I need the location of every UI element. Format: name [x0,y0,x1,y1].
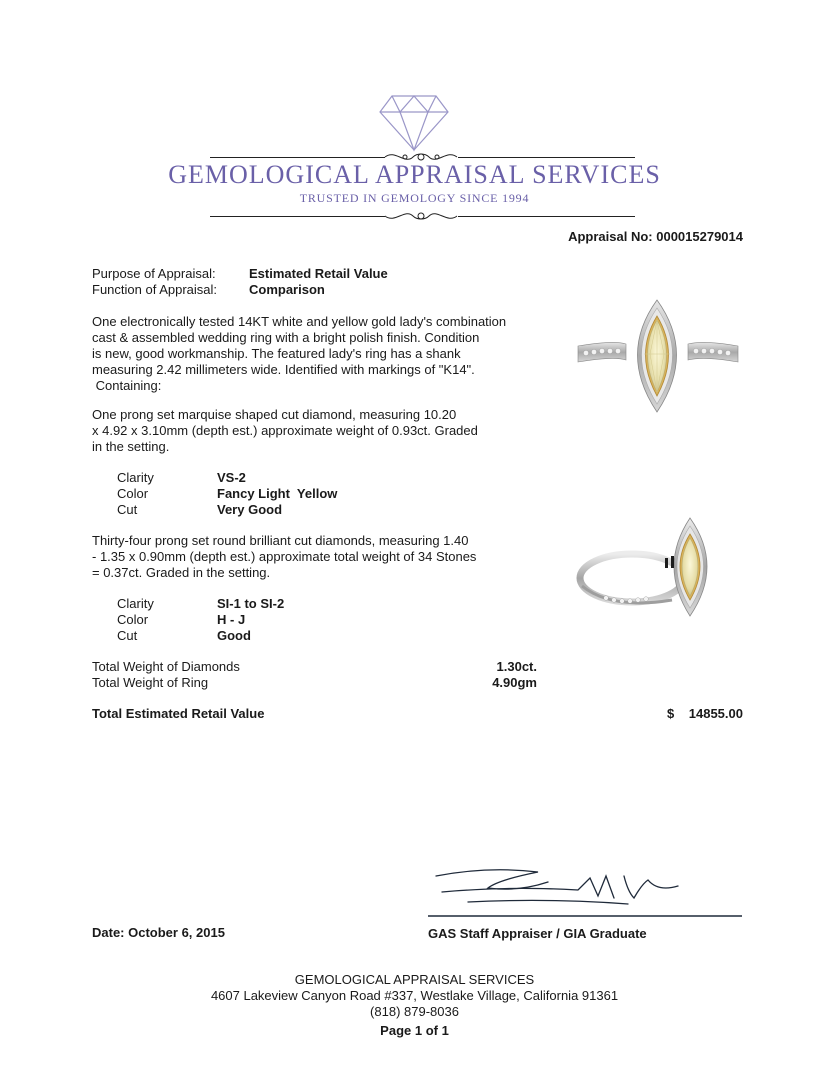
total-retail-value: 14855.00 [688,706,743,721]
function-value: Comparison [249,282,325,297]
company-brand: GEMOLOGICAL APPRAISAL SERVICES [168,160,661,189]
center-stone-line: in the setting. [92,439,170,454]
total-diamonds-value: 1.30ct. [496,659,537,674]
center-cut-value: Very Good [217,502,283,517]
item-description [92,314,542,394]
function-label: Function of Appraisal: [92,282,218,297]
purpose-value: Estimated Retail Value [249,266,388,281]
header-rule-bottom [210,216,385,217]
side-clarity-label: Clarity [117,596,154,611]
date-field: Date: October 6, 2015 [92,925,225,940]
signer-title: GAS Staff Appraiser / GIA Graduate [428,926,647,941]
page-number: Page 1 of 1 [380,1023,449,1038]
description-line: Containing: [92,378,162,393]
side-cut-label: Cut [117,628,138,643]
description-line: cast & assembled wedding ring with a bright polish finish. Condition [92,330,480,345]
description-line: measuring 2.42 millimeters wide. Identified with markings of "K14". [92,362,475,377]
ring-photo-angle [572,512,742,630]
diamond-logo-icon [378,92,450,152]
footer-company: GEMOLOGICAL APPRAISAL SERVICES [294,972,535,987]
total-ring-label: Total Weight of Ring [92,675,209,690]
description-line: is new, good workmanship. The featured lady's ring has a shank [92,346,461,361]
footer-address: 4607 Lakeview Canyon Road #337, Westlake Village, California 91361 [210,988,619,1003]
purpose-label: Purpose of Appraisal: [92,266,216,281]
side-color-label: Color [117,612,149,627]
footer-phone: (818) 879-8036 [370,1004,459,1019]
center-cut-label: Cut [117,502,138,517]
header-rule-bottom-right [458,216,635,217]
company-tagline: TRUSTED IN GEMOLOGY SINCE 1994 [299,191,530,205]
total-retail-label: Total Estimated Retail Value [92,706,265,721]
center-color-value: Fancy Light Yellow [217,486,338,501]
center-stone-line: x 4.92 x 3.10mm (depth est.) approximate weight of 0.93ct. Graded [92,423,478,438]
total-ring-value: 4.90gm [492,675,537,690]
side-stones-line: Thirty-four prong set round brilliant cut diamonds, measuring 1.40 [92,533,469,548]
currency-symbol: $ [667,706,675,721]
side-color-value: H - J [217,612,246,627]
total-diamonds-label: Total Weight of Diamonds [92,659,240,674]
center-stone-line: One prong set marquise shaped cut diamond, measuring 10.20 [92,407,457,422]
side-clarity-value: SI-1 to SI-2 [217,596,285,611]
side-stones-line: - 1.35 x 0.90mm (depth est.) approximate total weight of 34 Stones [92,549,477,564]
appraisal-number [568,229,743,244]
appraisal-no-value: 000015279014 [656,229,743,244]
header-rule-top [210,157,385,158]
center-color-label: Color [117,486,149,501]
side-cut-value: Good [217,628,251,643]
description-line: One electronically tested 14KT white and yellow gold lady's combination [92,314,507,329]
signature-scribble [428,862,746,922]
center-stone-description [92,407,542,455]
side-stones-description [92,533,542,581]
center-clarity-value: VS-2 [217,470,246,485]
center-clarity-label: Clarity [117,470,154,485]
header-rule-top-right [458,157,635,158]
ring-photo-top [574,296,740,416]
appraisal-no-label: Appraisal No: [568,229,653,244]
scroll-ornament-bottom-icon [383,206,459,226]
side-stones-line: = 0.37ct. Graded in the setting. [92,565,271,580]
